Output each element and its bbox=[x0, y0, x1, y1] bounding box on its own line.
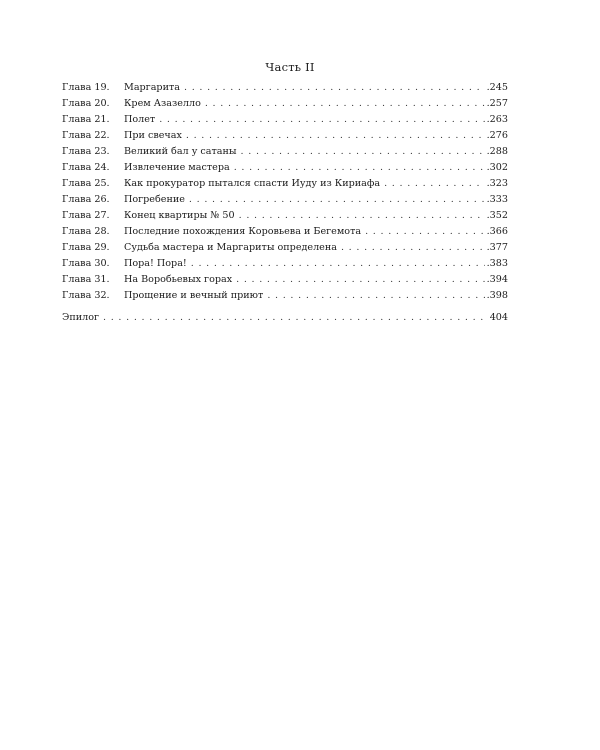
dot-leader bbox=[241, 144, 485, 160]
epilogue-title: Эпилог bbox=[62, 312, 100, 323]
toc-entry-ch32 bbox=[62, 288, 508, 304]
chapter-number: Глава 26. bbox=[62, 194, 110, 205]
toc-entry-ch26 bbox=[62, 192, 508, 208]
chapter-title: Маргарита bbox=[124, 82, 180, 93]
dot-leader bbox=[205, 96, 485, 112]
page-number: .352 bbox=[486, 210, 508, 221]
toc-entry-ch31 bbox=[62, 272, 508, 288]
chapter-title: При свечах bbox=[124, 130, 182, 141]
chapter-number: Глава 25. bbox=[62, 178, 110, 189]
dot-leader bbox=[191, 256, 485, 272]
dot-leader bbox=[186, 128, 485, 144]
dot-leader bbox=[184, 80, 485, 96]
dot-leader bbox=[384, 176, 485, 192]
chapter-number: Глава 30. bbox=[62, 258, 110, 269]
part-title: Часть II bbox=[265, 60, 315, 74]
chapter-number: Глава 31. bbox=[62, 274, 110, 285]
chapter-title: Великий бал у сатаны bbox=[124, 146, 237, 157]
page-number: 404 bbox=[489, 312, 508, 323]
dot-leader bbox=[236, 272, 484, 288]
dot-leader bbox=[159, 112, 484, 128]
chapter-title: Пора! Пора! bbox=[124, 258, 187, 269]
chapter-title: Судьба мастера и Маргариты определена bbox=[124, 242, 337, 253]
chapter-number: Глава 20. bbox=[62, 98, 110, 109]
dot-leader bbox=[365, 224, 485, 240]
chapter-title: Крем Азазелло bbox=[124, 98, 201, 109]
dot-leader bbox=[341, 240, 485, 256]
chapter-title: На Воробьевых горах bbox=[124, 274, 233, 285]
dot-leader bbox=[189, 192, 485, 208]
chapter-number: Глава 19. bbox=[62, 82, 110, 93]
chapter-number: Глава 21. bbox=[62, 114, 110, 125]
page-number: .366 bbox=[486, 226, 508, 237]
toc-entry-ch20 bbox=[62, 96, 508, 112]
toc-entry-epilogue bbox=[62, 310, 508, 326]
toc-entry-ch25 bbox=[62, 176, 508, 192]
toc-entry-ch22 bbox=[62, 128, 508, 144]
chapter-title: Конец квартиры № 50 bbox=[124, 210, 235, 221]
page-number: .383 bbox=[486, 258, 508, 269]
chapter-title: Извлечение мастера bbox=[124, 162, 230, 173]
page-number: .377 bbox=[486, 242, 508, 253]
page-number: .245 bbox=[486, 82, 508, 93]
chapter-title: Полет bbox=[124, 114, 156, 125]
page-number: .263 bbox=[486, 114, 508, 125]
page-number: .394 bbox=[486, 274, 508, 285]
chapter-number: Глава 27. bbox=[62, 210, 110, 221]
page-number: .276 bbox=[486, 130, 508, 141]
chapter-number: Глава 22. bbox=[62, 130, 110, 141]
toc-entry-ch29 bbox=[62, 240, 508, 256]
page-number: .323 bbox=[486, 178, 508, 189]
chapter-number: Глава 29. bbox=[62, 242, 110, 253]
page-number: .257 bbox=[486, 98, 508, 109]
toc-entry-ch24 bbox=[62, 160, 508, 176]
chapter-number: Глава 23. bbox=[62, 146, 110, 157]
chapter-number: Глава 28. bbox=[62, 226, 110, 237]
chapter-title: Как прокуратор пытался спасти Иуду из Кириафа bbox=[124, 178, 381, 189]
chapter-title: Прощение и вечный приют bbox=[124, 290, 264, 301]
toc-entry-ch27 bbox=[62, 208, 508, 224]
chapter-number: Глава 24. bbox=[62, 162, 110, 173]
chapter-title: Погребение bbox=[124, 194, 185, 205]
dot-leader bbox=[103, 310, 488, 326]
page-number: .333 bbox=[486, 194, 508, 205]
dot-leader bbox=[234, 160, 485, 176]
page-number: .302 bbox=[486, 162, 508, 173]
page-number: .398 bbox=[486, 290, 508, 301]
chapter-title: Последние похождения Коровьева и Бегемота bbox=[124, 226, 362, 237]
toc-entry-ch30 bbox=[62, 256, 508, 272]
dot-leader bbox=[267, 288, 484, 304]
toc-entry-ch21 bbox=[62, 112, 508, 128]
chapter-number: Глава 32. bbox=[62, 290, 110, 301]
toc-entry-ch19 bbox=[62, 80, 508, 96]
page-number: .288 bbox=[486, 146, 508, 157]
toc-entry-ch23 bbox=[62, 144, 508, 160]
toc-entry-ch28 bbox=[62, 224, 508, 240]
table-of-contents bbox=[62, 80, 508, 326]
dot-leader bbox=[239, 208, 485, 224]
